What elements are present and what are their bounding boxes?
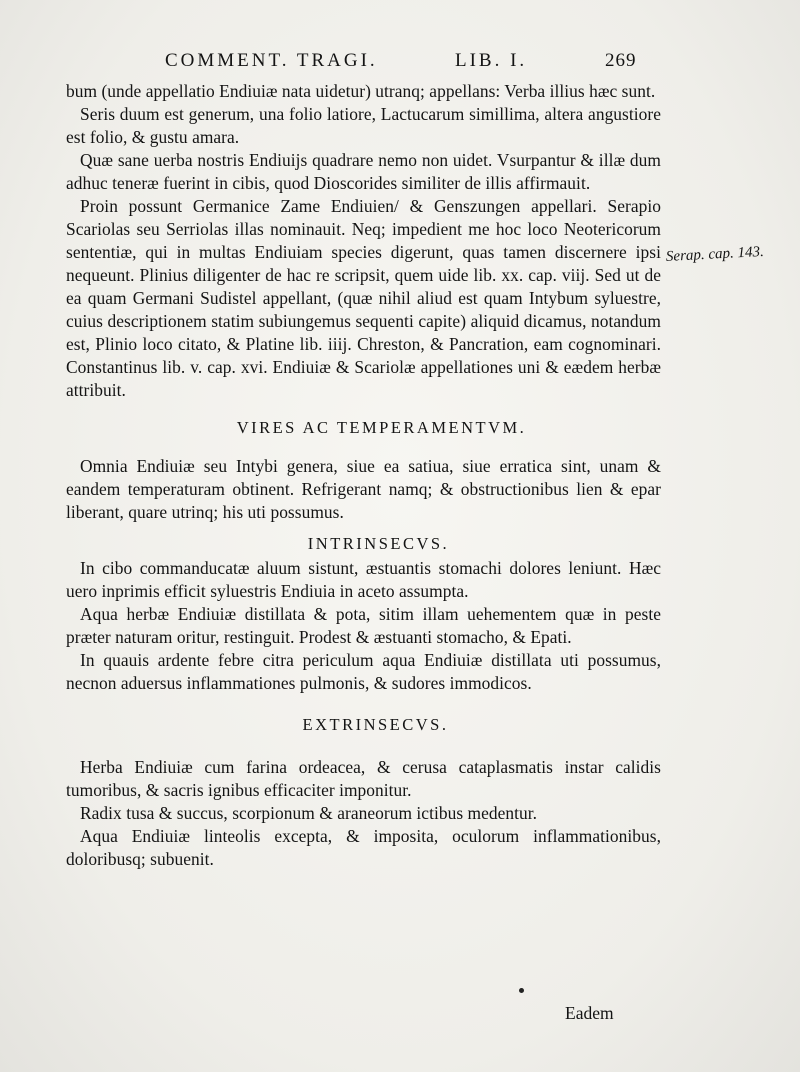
margin-note: Serap. cap. 143. xyxy=(665,243,765,265)
paragraph: In quauis ardente febre citra periculum aqua Endiuiæ distillata uti possumus, necnon aduersus inflammationes pulmonis, & sudores immodicos. xyxy=(66,650,661,693)
section-heading: INTRINSECVS. xyxy=(307,534,450,553)
paragraph: Omnia Endiuiæ seu Intybi genera, siue ea satiua, siue erratica sint, unam & eandem temperaturam obtinent. Refrigerant namq; & obstructionibus lien & epar liberant, quare utrinq; his uti possumus. xyxy=(66,456,661,522)
paragraph: bum (unde appellatio Endiuiæ nata uidetur) utranq; appellans: Verba illius hæc sunt. xyxy=(66,81,656,101)
paragraph: Aqua Endiuiæ linteolis excepta, & imposita, oculorum inflammationibus, doloribusq; subuenit. xyxy=(66,826,661,869)
page-number: 269 xyxy=(605,50,637,71)
ink-spot xyxy=(519,988,524,993)
book-number: LIB. I. xyxy=(455,50,528,71)
page-header xyxy=(165,46,665,80)
paragraph: Seris duum est generum, una folio latiore, Lactucarum simillima, altera angustiore est folio, & gustu amara. xyxy=(66,104,661,147)
paragraph: Radix tusa & succus, scorpionum & araneorum ictibus medentur. xyxy=(80,803,538,823)
catchword: Eadem xyxy=(565,1003,614,1023)
main-text xyxy=(66,80,661,871)
paragraph: Quæ sane uerba nostris Endiuijs quadrare nemo non uidet. Vsurpantur & illæ dum adhuc teneræ fuerint in cibis, quod Dioscorides similiter de illis affirmauit. xyxy=(66,150,661,193)
paragraph: In cibo commanducatæ aluum sistunt, æstuantis stomachi dolores leniunt. Hæc uero inprimis efficit syluestris Endiuia in aceto assumpta. xyxy=(66,558,661,601)
running-title: COMMENT. TRAGI. xyxy=(165,50,378,71)
paragraph: Aqua herbæ Endiuiæ distillata & pota, sitim illam uehementem quæ in peste præter naturam oritur, restinguit. Prodest & æstuanti stomacho, & Epati. xyxy=(66,604,661,647)
paragraph: Proin possunt Germanice Zame Endiuien/ & Genszungen appellari. Serapio Scariolas seu Serriolas illas nominauit. Neq; impedient me hoc loco Neotericorum sententiæ, qui in multas Endiuiam species digerunt, quas tamen discernere ipsi nequeunt. Plinius diligenter de hac re scripsit, quem uide lib. xx. cap. viij. Sed ut de ea quam Germani Sudistel appellant, (quæ nihil aliud est quam Intybum syluestre, cuius descriptionem statim subiungemus sequenti capite) aliquid dicamus, notandum est, Plinio loco citato, & Platine lib. iiij. Chreston, & Pancration, eam cognominari. Constantinus lib. v. cap. xvi. Endiuiæ & Scariolæ appellationes uni & eædem herbæ attribuit. xyxy=(66,196,661,400)
section-heading: EXTRINSECVS. xyxy=(302,715,449,734)
section-heading: VIRES AC TEMPERAMENTVM. xyxy=(236,418,527,437)
paragraph: Herba Endiuiæ cum farina ordeacea, & cerusa cataplasmatis instar calidis tumoribus, & sacris ignibus efficaciter imponitur. xyxy=(66,757,661,800)
